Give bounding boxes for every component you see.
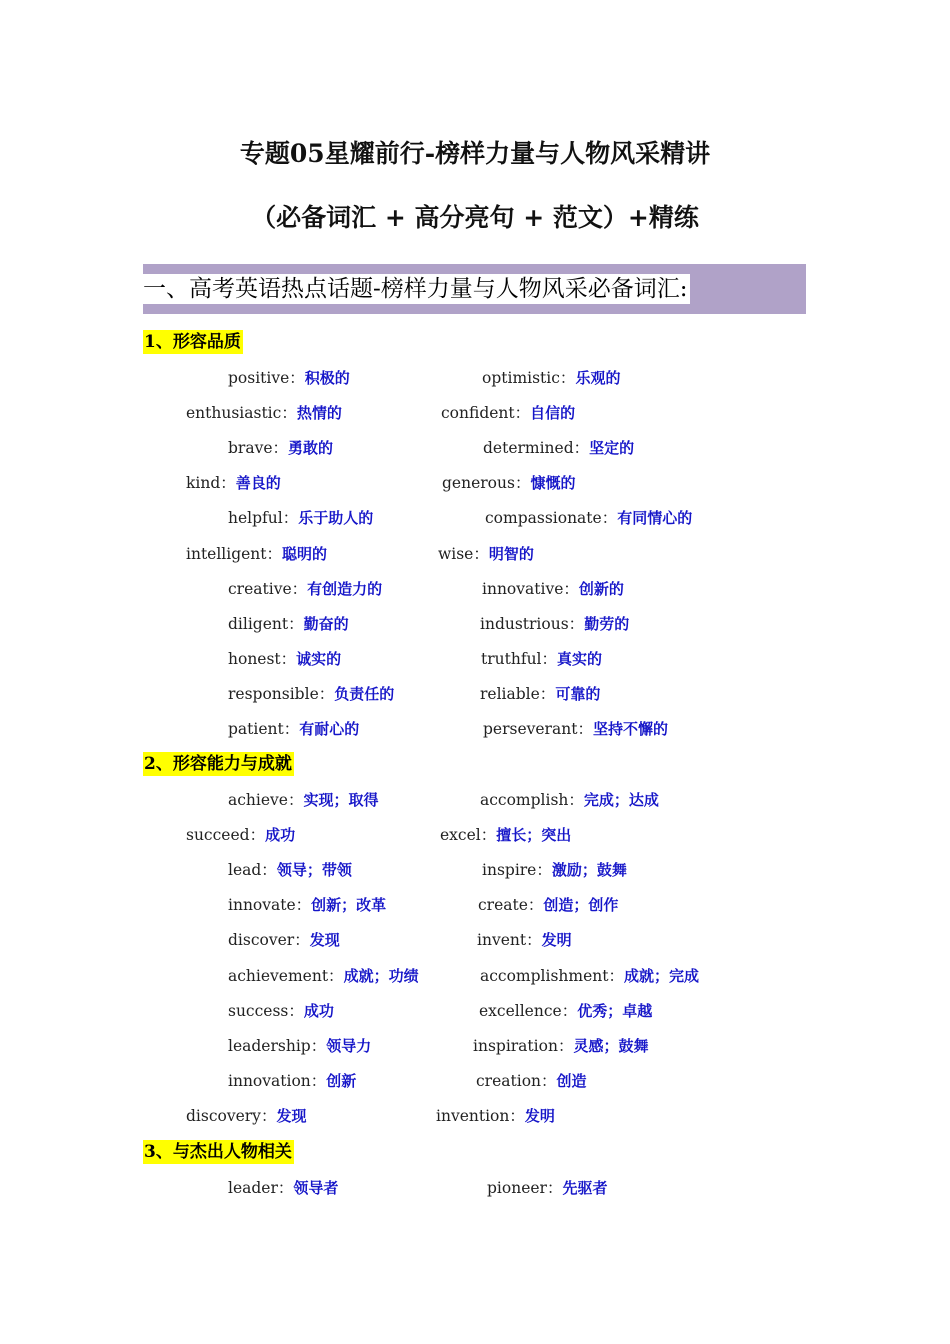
vocab-entry bbox=[228, 789, 379, 811]
vocab-english: enthusiastic bbox=[186, 404, 282, 423]
colon-separator: ： bbox=[557, 1036, 574, 1055]
colon-separator: ： bbox=[282, 509, 299, 528]
vocab-english: leader bbox=[228, 1179, 278, 1197]
colon-separator: ： bbox=[514, 474, 531, 493]
vocab-english: responsible bbox=[228, 684, 319, 703]
vocab-english: diligent bbox=[228, 614, 289, 633]
vocab-entry bbox=[228, 437, 333, 459]
vocab-english: invention bbox=[436, 1106, 510, 1125]
vocab-chinese: 负责任的 bbox=[334, 684, 395, 703]
colon-separator: ： bbox=[310, 1036, 327, 1055]
vocab-chinese: 领导者 bbox=[293, 1179, 339, 1197]
colon-separator: ： bbox=[608, 966, 625, 985]
vocab-entry bbox=[483, 718, 668, 740]
vocab-entry bbox=[441, 402, 575, 424]
colon-separator: ： bbox=[539, 684, 556, 703]
vocab-entry bbox=[228, 718, 359, 740]
colon-separator: ： bbox=[318, 684, 335, 703]
colon-separator: ： bbox=[288, 614, 304, 633]
vocab-english: wise bbox=[438, 544, 474, 563]
vocab-entry bbox=[483, 437, 634, 459]
vocab-chinese: 勤奋的 bbox=[303, 614, 349, 633]
vocab-english: perseverant bbox=[483, 720, 578, 738]
colon-separator: ： bbox=[249, 826, 266, 845]
vocab-chinese: 成功 bbox=[265, 826, 296, 845]
colon-separator: ： bbox=[281, 404, 297, 423]
vocab-entry bbox=[481, 648, 602, 670]
vocab-entry bbox=[228, 1177, 338, 1199]
vocab-entry bbox=[228, 507, 373, 529]
vocab-english: lead bbox=[228, 861, 262, 880]
vocab-entry bbox=[228, 894, 386, 916]
colon-separator: ： bbox=[288, 1001, 304, 1020]
vocab-chinese: 勤劳的 bbox=[584, 614, 630, 633]
vocab-chinese: 勇敢的 bbox=[288, 439, 334, 458]
vocab-entry bbox=[228, 613, 349, 635]
vocab-entry bbox=[479, 1000, 652, 1022]
vocab-chinese: 发明 bbox=[524, 1106, 555, 1125]
colon-separator: ： bbox=[559, 369, 576, 387]
document-title: 专题05星耀前行-榜样力量与人物风采精讲 bbox=[239, 139, 711, 168]
colon-separator: ： bbox=[287, 791, 304, 809]
vocab-chinese: 诚实的 bbox=[296, 649, 342, 668]
vocab-chinese: 领导；带领 bbox=[276, 861, 352, 880]
vocab-entry bbox=[478, 894, 618, 916]
vocab-english: achievement bbox=[228, 966, 329, 985]
vocab-english: innovative bbox=[482, 579, 564, 598]
vocab-english: leadership bbox=[228, 1036, 311, 1055]
colon-separator: ： bbox=[526, 931, 542, 950]
vocab-english: positive bbox=[228, 369, 290, 387]
vocab-chinese: 成就；功绩 bbox=[343, 966, 419, 985]
vocab-english: succeed bbox=[186, 826, 250, 845]
vocab-entry bbox=[442, 472, 575, 494]
vocab-chinese: 慷慨的 bbox=[530, 474, 576, 493]
vocab-entry bbox=[228, 367, 350, 389]
vocab-english: pioneer bbox=[487, 1179, 547, 1197]
vocab-chinese: 聪明的 bbox=[282, 544, 328, 563]
vocab-english: industrious bbox=[480, 614, 569, 633]
vocab-english: generous bbox=[442, 474, 515, 493]
vocab-entry bbox=[480, 683, 600, 705]
colon-separator: ： bbox=[568, 791, 584, 809]
vocab-chinese: 实现；取得 bbox=[303, 791, 379, 809]
vocab-entry bbox=[482, 578, 624, 600]
vocab-english: patient bbox=[228, 720, 284, 738]
vocab-english: discovery bbox=[186, 1106, 261, 1125]
vocab-english: success bbox=[228, 1001, 289, 1020]
colon-separator: ： bbox=[294, 931, 310, 950]
colon-separator: ： bbox=[527, 896, 544, 915]
category-heading: 3、与杰出人物相关 bbox=[144, 1142, 292, 1162]
vocab-chinese: 坚定的 bbox=[589, 439, 635, 458]
vocab-chinese: 激励；鼓舞 bbox=[551, 861, 627, 880]
vocab-chinese: 创造；创作 bbox=[543, 896, 619, 915]
colon-separator: ： bbox=[220, 474, 236, 493]
vocab-chinese: 积极的 bbox=[304, 369, 350, 387]
colon-separator: ： bbox=[291, 579, 308, 598]
vocab-chinese: 发明 bbox=[541, 931, 572, 950]
vocab-chinese: 乐观的 bbox=[575, 369, 621, 387]
vocab-chinese: 完成；达成 bbox=[583, 791, 659, 809]
category-heading: 2、形容能力与成就 bbox=[144, 754, 292, 774]
section-heading: 一、高考英语热点话题-榜样力量与人物风采必备词汇: bbox=[143, 276, 688, 302]
vocab-chinese: 坚持不懈的 bbox=[592, 720, 668, 738]
vocab-english: intelligent bbox=[186, 544, 267, 563]
document-subtitle: （必备词汇 + 高分亮句 + 范文）+精练 bbox=[251, 203, 699, 232]
vocab-chinese: 善良的 bbox=[235, 474, 281, 493]
colon-separator: ： bbox=[283, 720, 300, 738]
colon-separator: ： bbox=[280, 649, 297, 668]
colon-separator: ： bbox=[260, 1106, 277, 1125]
vocab-entry bbox=[482, 859, 627, 881]
vocab-english: brave bbox=[228, 439, 273, 458]
vocab-chinese: 擅长；突出 bbox=[496, 826, 572, 845]
vocab-english: excellence bbox=[479, 1001, 562, 1020]
vocab-english: excel bbox=[440, 826, 481, 845]
vocab-english: kind bbox=[186, 474, 221, 493]
vocab-chinese: 热情的 bbox=[296, 404, 342, 423]
vocab-english: innovate bbox=[228, 896, 296, 915]
vocab-english: creative bbox=[228, 579, 292, 598]
vocab-entry bbox=[480, 789, 659, 811]
vocab-chinese: 成功 bbox=[303, 1001, 334, 1020]
vocab-english: accomplishment bbox=[480, 966, 609, 985]
vocab-entry bbox=[487, 1177, 607, 1199]
colon-separator: ： bbox=[577, 720, 593, 738]
vocab-entry bbox=[228, 929, 340, 951]
vocab-entry bbox=[438, 543, 534, 565]
vocab-chinese: 有同情心的 bbox=[617, 509, 693, 528]
vocab-chinese: 有创造力的 bbox=[307, 579, 383, 598]
colon-separator: ： bbox=[561, 1001, 578, 1020]
colon-separator: ： bbox=[310, 1071, 327, 1090]
colon-separator: ： bbox=[573, 439, 590, 458]
colon-separator: ： bbox=[272, 439, 289, 458]
colon-separator: ： bbox=[563, 579, 579, 598]
vocab-entry bbox=[436, 1105, 555, 1127]
vocab-entry bbox=[228, 648, 341, 670]
vocab-chinese: 可靠的 bbox=[555, 684, 601, 703]
vocab-entry bbox=[477, 929, 572, 951]
vocab-english: confident bbox=[441, 404, 515, 423]
colon-separator: ： bbox=[295, 896, 312, 915]
section-heading-bar bbox=[143, 264, 806, 314]
vocab-entry bbox=[228, 1035, 371, 1057]
vocab-chinese: 领导力 bbox=[326, 1036, 372, 1055]
vocab-entry bbox=[186, 1105, 306, 1127]
vocab-chinese: 创新的 bbox=[578, 579, 624, 598]
vocab-entry bbox=[228, 859, 352, 881]
vocab-entry bbox=[228, 965, 419, 987]
vocab-english: helpful bbox=[228, 509, 283, 528]
vocab-english: innovation bbox=[228, 1071, 311, 1090]
vocab-entry bbox=[440, 824, 571, 846]
colon-separator: ： bbox=[289, 369, 305, 387]
vocab-english: accomplish bbox=[480, 791, 569, 809]
vocab-entry bbox=[476, 1070, 587, 1092]
vocab-english: create bbox=[478, 896, 528, 915]
colon-separator: ： bbox=[509, 1106, 525, 1125]
vocab-chinese: 真实的 bbox=[557, 649, 603, 668]
vocab-english: reliable bbox=[480, 684, 540, 703]
vocab-entry bbox=[186, 824, 295, 846]
vocab-entry bbox=[228, 578, 382, 600]
vocab-entry bbox=[473, 1035, 648, 1057]
vocab-chinese: 先驱者 bbox=[562, 1179, 608, 1197]
vocab-english: achieve bbox=[228, 791, 288, 809]
vocab-english: invent bbox=[477, 931, 527, 950]
category-heading: 1、形容品质 bbox=[144, 332, 241, 352]
vocab-entry bbox=[480, 965, 699, 987]
vocab-chinese: 创新 bbox=[326, 1071, 357, 1090]
colon-separator: ： bbox=[568, 614, 585, 633]
vocab-chinese: 创造 bbox=[556, 1071, 587, 1090]
vocab-entry bbox=[480, 613, 629, 635]
vocab-chinese: 优秀；卓越 bbox=[577, 1001, 653, 1020]
colon-separator: ： bbox=[480, 826, 497, 845]
vocab-entry bbox=[228, 1000, 334, 1022]
vocab-chinese: 发现 bbox=[276, 1106, 307, 1125]
vocab-english: inspire bbox=[482, 861, 537, 880]
colon-separator: ： bbox=[514, 404, 531, 423]
vocab-english: honest bbox=[228, 649, 281, 668]
vocab-chinese: 成就；完成 bbox=[624, 966, 700, 985]
colon-separator: ： bbox=[328, 966, 344, 985]
vocab-chinese: 明智的 bbox=[488, 544, 534, 563]
colon-separator: ： bbox=[546, 1179, 563, 1197]
vocab-english: discover bbox=[228, 931, 295, 950]
vocab-english: inspiration bbox=[473, 1036, 558, 1055]
vocab-chinese: 灵感；鼓舞 bbox=[573, 1036, 649, 1055]
colon-separator: ： bbox=[601, 509, 618, 528]
vocab-chinese: 发现 bbox=[309, 931, 340, 950]
colon-separator: ： bbox=[541, 649, 558, 668]
vocab-entry bbox=[186, 402, 342, 424]
vocab-entry bbox=[482, 367, 620, 389]
vocab-chinese: 自信的 bbox=[530, 404, 576, 423]
vocab-entry bbox=[186, 472, 281, 494]
vocab-english: determined bbox=[483, 439, 574, 458]
colon-separator: ： bbox=[541, 1071, 557, 1090]
vocab-entry bbox=[186, 543, 327, 565]
vocab-chinese: 有耐心的 bbox=[299, 720, 360, 738]
colon-separator: ： bbox=[261, 861, 277, 880]
vocab-english: creation bbox=[476, 1071, 542, 1090]
vocab-english: optimistic bbox=[482, 369, 560, 387]
colon-separator: ： bbox=[277, 1179, 294, 1197]
vocab-chinese: 乐于助人的 bbox=[298, 509, 374, 528]
colon-separator: ： bbox=[473, 544, 489, 563]
vocab-entry bbox=[228, 1070, 356, 1092]
vocab-entry bbox=[228, 683, 394, 705]
vocab-english: compassionate bbox=[485, 509, 602, 528]
colon-separator: ： bbox=[266, 544, 283, 563]
vocab-chinese: 创新；改革 bbox=[311, 896, 387, 915]
vocab-entry bbox=[485, 507, 692, 529]
colon-separator: ： bbox=[536, 861, 552, 880]
vocab-english: truthful bbox=[481, 649, 542, 668]
